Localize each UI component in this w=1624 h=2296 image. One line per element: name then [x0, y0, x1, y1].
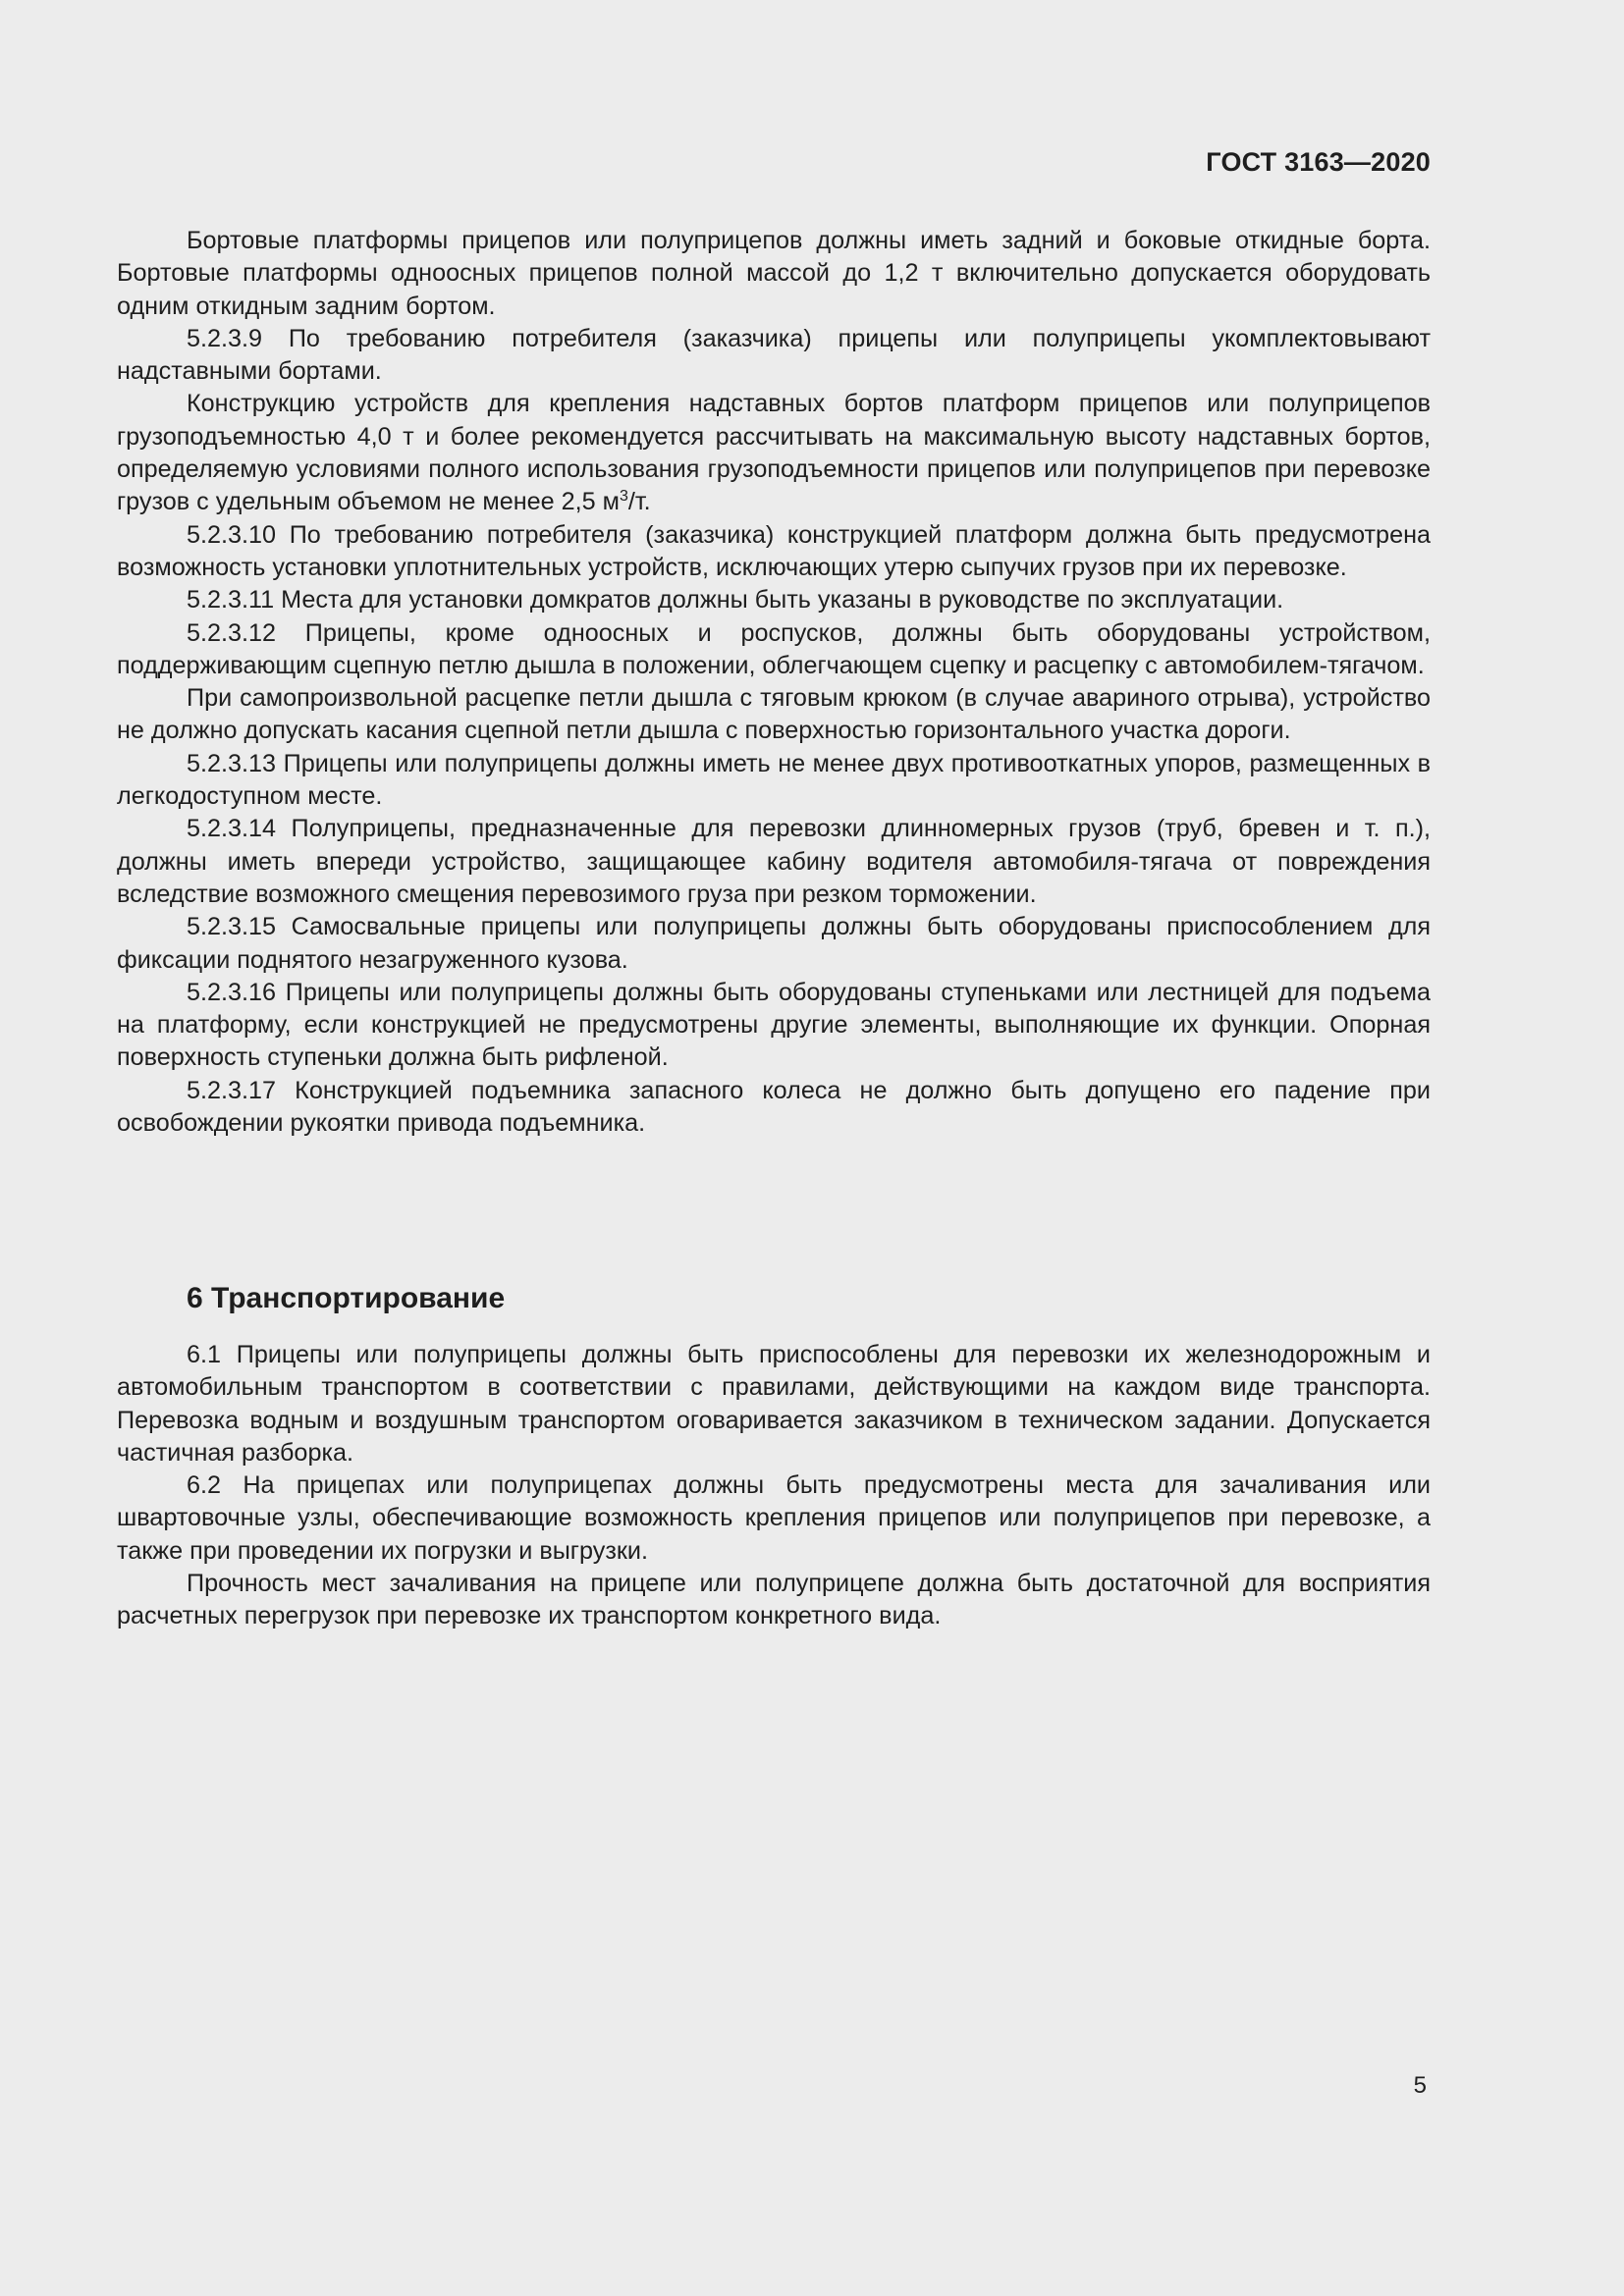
section-text — [117, 1339, 1431, 1633]
unit-tail: /т. — [627, 488, 651, 516]
paragraph: 5.2.3.13 Прицепы или полуприцепы должны иметь не менее двух противооткатных упоров, размещенных в легкодоступном месте. — [117, 749, 1431, 811]
paragraph: 5.2.3.15 Самосвальные прицепы или полуприцепы должны быть оборудованы приспособлением для фиксации поднятого незагруженного кузова. — [117, 913, 1431, 974]
document-code: ГОСТ 3163—2020 — [1206, 147, 1431, 177]
paragraph: 5.2.3.9 По требованию потребителя (заказчика) прицепы или полуприцепы укомплектовывают надставными бортами. — [117, 324, 1431, 386]
body-text — [117, 225, 1431, 1140]
paragraph: 5.2.3.10 По требованию потребителя (заказчика) конструкцией платформ должна быть предусмотрена возможность установки уплотнительных устройств, исключающих утерю сыпучих грузов при их перевозке. — [117, 520, 1431, 581]
paragraph-text: Конструкцию устройств для крепления надставных бортов платформ прицепов или полуприцепов грузоподъемностью 4,0 т и более рекомендуется рассчитывать на максимальную высоту надставных бортов, определяемую условиями полного использования грузоподъемности прицепов или полуприцепов при перевозке грузов с удельным объемом не менее 2,5 м — [117, 390, 1431, 516]
superscript: 3 — [620, 488, 628, 506]
paragraph: 5.2.3.14 Полуприцепы, предназначенные для перевозки длинномерных грузов (труб, бревен и т. п.), должны иметь впереди устройство, защищающее кабину водителя автомобиля-тягача от повреждения вследствие возможного смещения перевозимого груза при резком торможении. — [117, 815, 1431, 908]
paragraph: 5.2.3.16 Прицепы или полуприцепы должны быть оборудованы ступеньками или лестницей для подъема на платформу, если конструкцией не предусмотрены другие элементы, выполняющие их функции. Опорная поверхность ступеньки должна быть рифленой. — [117, 978, 1431, 1072]
page-number: 5 — [1413, 2072, 1427, 2099]
paragraph: 6.1 Прицепы или полуприцепы должны быть приспособлены для перевозки их железнодорожным и автомобильным транспортом в соответствии с правилами, действующими на каждом виде транспорта. Перевозка водным и воздушным транспортом оговаривается заказчиком в техническом задании. Допускается частичная разборка. — [117, 1341, 1431, 1467]
paragraph: 5.2.3.17 Конструкцией подъемника запасного колеса не должно быть допущено его падение при освобождении рукоятки привода подъемника. — [117, 1076, 1431, 1138]
paragraph — [117, 388, 1431, 518]
paragraph: 5.2.3.12 Прицепы, кроме одноосных и роспусков, должны быть оборудованы устройством, поддерживающим сцепную петлю дышла в положении, облегчающем сцепку и расцепку с автомобилем-тягачом. — [117, 618, 1431, 679]
paragraph: При самопроизвольной расцепке петли дышла с тяговым крюком (в случае авариного отрыва), устройство не должно допускать касания сцепной петли дышла с поверхностью горизонтального участка дороги. — [117, 684, 1431, 745]
paragraph: 6.2 На прицепах или полуприцепах должны быть предусмотрены места для зачаливания или швартовочные узлы, обеспечивающие возможность крепления прицепов или полуприцепов при перевозке, а также при проведении их погрузки и выгрузки. — [117, 1471, 1431, 1565]
paragraph: 5.2.3.11 Места для установки домкратов должны быть указаны в руководстве по эксплуатации. — [187, 586, 1284, 614]
paragraph: Бортовые платформы прицепов или полуприцепов должны иметь задний и боковые откидные борта. Бортовые платформы одноосных прицепов полной массой до 1,2 т включительно допускается оборудовать одним откидным задним бортом. — [117, 227, 1431, 320]
section-title: 6 Транспортирование — [187, 1282, 506, 1314]
paragraph: Прочность мест зачаливания на прицепе или полуприцепе должна быть достаточной для восприятия расчетных перегрузок при перевозке их транспортом конкретного вида. — [117, 1570, 1431, 1630]
